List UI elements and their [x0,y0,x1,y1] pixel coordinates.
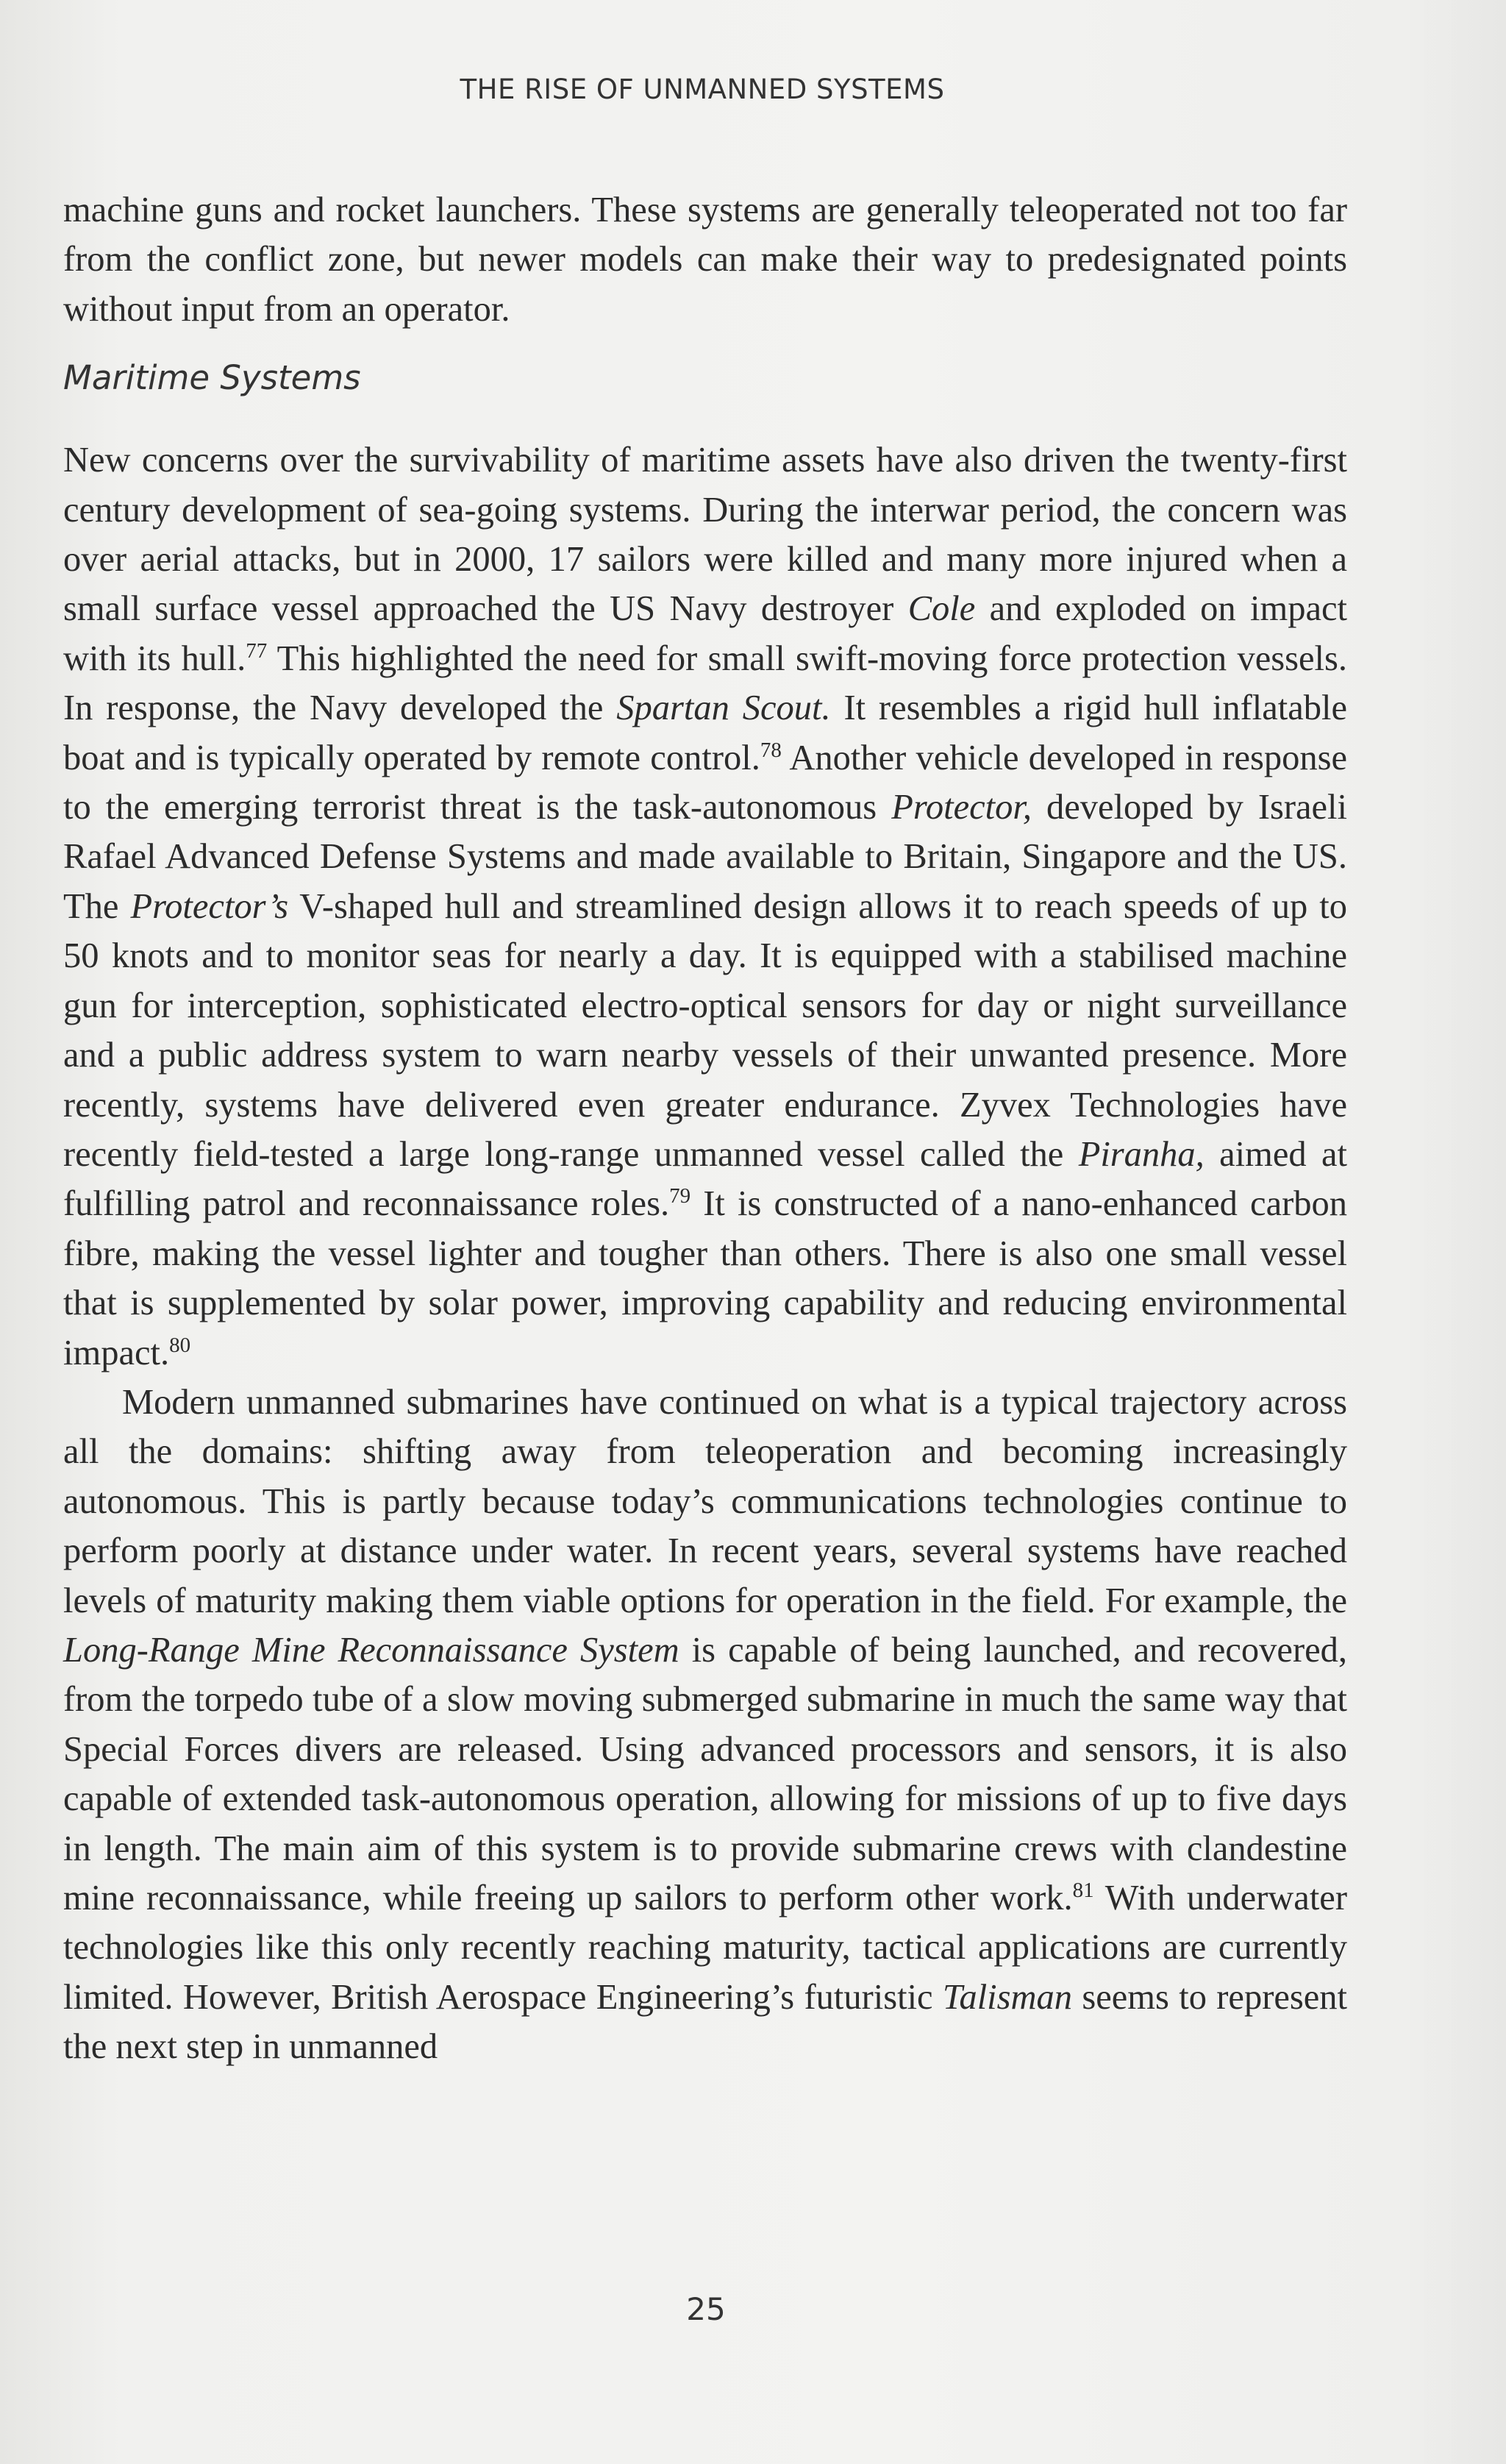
ship-name-piranha: Piranha, [1078,1134,1205,1174]
footnote-ref-78[interactable]: 78 [760,738,782,762]
system-name-lrmrs: Long-Range Mine Reconnaissance System [63,1630,679,1670]
text-run: New concerns over the survivability of maritime assets have also driven the twenty-first century development of sea-going systems. During the interwar period, the concern was over aerial attacks, but in 2000, 17 sailors were killed and many more injured when a small surface vessel approached the US Navy destroyer [63,441,1347,629]
text-run: This highlighted the need for small swift-moving force protection vessels. In response, the Navy developed the [63,638,1347,728]
text-run: V-shaped hull and streamlined design allows it to reach speeds of up to 50 knots and to monitor seas for nearly a day. It is equipped with a stabilised machine gun for interception, sophisticated electro-optical sensors for day or night surveillance and a public address system to warn nearby vessels of their unwanted presence. More recently, systems have delivered even greater endurance. Zyvex Technologies have recently field-tested a large long-range unmanned vessel called the [63,886,1347,1174]
text-run: It is constructed of a nano-enhanced carbon fibre, making the vessel lighter and tougher than others. There is also one small vessel that is supplemented by solar power, improving capability and reducing environmental impact. [63,1184,1347,1372]
paragraph-text: machine guns and rocket launchers. These systems are generally teleoperated not too far from the conflict zone, but newer models can make their way to predesignated points without input from an operator. [63,191,1347,329]
system-name-talisman: Talisman [942,1977,1073,2017]
ship-name-protectors: Protector’s [130,886,289,926]
body-text [63,185,1347,2072]
ship-name-protector: Protector, [891,788,1032,827]
text-run: seems to represent the next step in unmanned [63,1977,1347,2067]
footnote-ref-77[interactable]: 77 [246,638,268,663]
footnote-ref-81[interactable]: 81 [1072,1878,1094,1902]
text-run: developed by Israeli Rafael Advanced Defense Systems and made available to Britain, Singapore and the US. The [63,788,1348,926]
footnote-ref-79[interactable]: 79 [669,1184,691,1208]
page-edge-shadow [1403,0,1506,2464]
paragraph-continued [63,185,1347,334]
section-heading: Maritime Systems [63,358,361,398]
text-run: Modern unmanned submarines have continued on what is a typical trajectory across all the domains: shifting away from teleoperation and becoming increasingly autonomous. This is partly because today’s communications technologies continue to perform poorly at distance under water. In recent years, several systems have reached levels of maturity making them viable options for operation in the field. For example, the [63,1382,1347,1620]
paragraph-submarines [63,1378,1347,2072]
page-number: 25 [686,2291,726,2327]
text-run: aimed at fulfilling patrol and reconnaissance roles. [63,1134,1347,1224]
ship-name-spartan-scout: Spartan Scout. [616,688,831,728]
text-run: is capable of being launched, and recovered, from the torpedo tube of a slow moving submerged submarine in much the same way that Special Forces divers are released. Using advanced processors and sensors, it is also capable of extended task-autonomous operation, allowing for missions of up to five days in length. The main aim of this system is to provide submarine crews with clandestine mine reconnaissance, while freeing up sailors to perform other work. [63,1630,1347,1918]
text-run: With underwater technologies like this only recently reaching maturity, tactical applications are currently limited. However, British Aerospace Engineering’s futuristic [63,1879,1347,2017]
running-head: THE RISE OF UNMANNED SYSTEMS [460,74,945,105]
paragraph-maritime [63,435,1347,1378]
text-run: and exploded on impact with its hull. [63,589,1347,678]
text-run: Another vehicle developed in response to the emerging terrorist threat is the task-autonomous [63,738,1348,827]
text-run: It resembles a rigid hull inflatable boat and is typically operated by remote control. [63,688,1348,777]
footnote-ref-80[interactable]: 80 [169,1333,191,1357]
ship-name-cole: Cole [907,589,976,629]
